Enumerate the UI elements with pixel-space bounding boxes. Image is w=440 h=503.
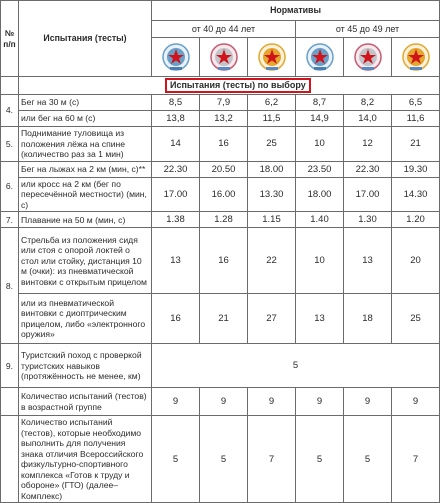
number-column-header: № п/п [1,1,19,77]
bronze-badge-icon [298,42,341,72]
test-name: или из пневматической винтовки с диоптрическим прицелом, либо «электронного оружия» [19,294,152,344]
norm-value: 14,9 [296,110,344,126]
table-row [1,94,440,110]
norm-value: 1.40 [296,212,344,228]
norm-value: 5 [344,416,392,503]
norm-value: 23.50 [296,161,344,177]
norm-value: 16.00 [200,177,248,211]
section-title: Испытания (тесты) по выбору [165,78,311,93]
bronze-badge-icon [154,42,197,72]
test-name: Количество испытаний (тестов), которые необходимо выполнить для получения знака отличия Всероссийского физкультурно-спортивного комплекса «Готов к труду и обороне» (ГТО) (далее–Комплекс) [19,416,152,503]
table-row [1,228,440,294]
row-number: 6. [1,161,19,211]
test-name: Бег на 30 м (с) [19,94,152,110]
norm-value: 7 [248,416,296,503]
norm-value: 11,6 [392,110,440,126]
row-number: 8. [1,228,19,344]
norm-value: 8,7 [296,94,344,110]
norm-value: 22.30 [152,161,200,177]
norm-value: 18.00 [248,161,296,177]
norm-value: 20 [392,228,440,294]
table-row [1,126,440,161]
test-name: Туристский поход с проверкой туристских навыков (протяжённость не менее, км) [19,344,152,388]
table-row [1,416,440,503]
norm-value: 13 [152,228,200,294]
row-number [1,416,19,503]
norm-value: 8,2 [344,94,392,110]
test-name: или кросс на 2 км (бег по пересечённой местности) (мин, с) [19,177,152,211]
table-row [1,294,440,344]
norm-value: 13,8 [152,110,200,126]
test-name: Поднимание туловища из положения лёжа на спине (количество раз за 1 мин) [19,126,152,161]
section-number-cell [1,77,19,95]
norm-value: 9 [344,388,392,416]
row-number: 7. [1,212,19,228]
norm-value: 16 [152,294,200,344]
norm-value: 9 [152,388,200,416]
norm-value: 13 [296,294,344,344]
norm-value: 6,5 [392,94,440,110]
norm-value: 9 [296,388,344,416]
age-group-45-49: от 45 до 49 лет [296,21,440,38]
table-row [1,212,440,228]
norm-value: 5 [296,416,344,503]
section-cell [19,77,440,95]
norm-value: 17.00 [344,177,392,211]
test-name: или бег на 60 м (с) [19,110,152,126]
norm-value: 13,2 [200,110,248,126]
silver-badge-icon [202,42,245,72]
table-row [1,110,440,126]
norm-value: 9 [200,388,248,416]
norm-value: 16 [200,126,248,161]
norm-value: 9 [392,388,440,416]
section-row [1,77,440,95]
test-name: Количество испытаний (тестов) в возрастной группе [19,388,152,416]
norm-value: 20.50 [200,161,248,177]
norm-value: 21 [392,126,440,161]
norm-value: 7 [392,416,440,503]
table-row [1,161,440,177]
test-name: Бег на лыжах на 2 км (мин, с)** [19,161,152,177]
norm-value: 8,5 [152,94,200,110]
header-row-1 [1,1,440,21]
norm-value: 18 [344,294,392,344]
norm-value: 10 [296,228,344,294]
norm-value: 25 [248,126,296,161]
row-number: 4. [1,94,19,126]
norm-value: 1.28 [200,212,248,228]
norm-value: 13 [344,228,392,294]
row-number: 9. [1,344,19,388]
norm-value: 14 [152,126,200,161]
test-name: Плавание на 50 м (мин, с) [19,212,152,228]
norm-value: 9 [248,388,296,416]
norms-header: Нормативы [152,1,440,21]
norm-value: 7,9 [200,94,248,110]
norm-value: 10 [296,126,344,161]
norm-value: 11,5 [248,110,296,126]
norm-value: 5 [152,416,200,503]
gold-badge-icon [250,42,293,72]
norm-value: 21 [200,294,248,344]
silver-badge-icon [346,42,389,72]
norm-value: 25 [392,294,440,344]
norm-value: 1.20 [392,212,440,228]
norm-value: 18.00 [296,177,344,211]
norm-value: 22.30 [344,161,392,177]
norm-value: 19.30 [392,161,440,177]
row-number [1,388,19,416]
norm-value: 14.30 [392,177,440,211]
norm-value: 14,0 [344,110,392,126]
test-name: Стрельба из положения сидя или стоя с опорой локтей о стол или стойку, дистанция 10 м (очки): из пневматической винтовки с открытым прицелом [19,228,152,294]
norm-value: 17.00 [152,177,200,211]
norm-value: 1.15 [248,212,296,228]
tests-column-header: Испытания (тесты) [19,1,152,77]
table-row [1,344,440,388]
norm-value: 1.30 [344,212,392,228]
table-row [1,388,440,416]
norm-value: 5 [152,344,440,388]
norm-value: 27 [248,294,296,344]
norm-value: 6,2 [248,94,296,110]
norm-value: 22 [248,228,296,294]
row-number: 5. [1,126,19,161]
norm-value: 1.38 [152,212,200,228]
norm-value: 13.30 [248,177,296,211]
age-group-40-44: от 40 до 44 лет [152,21,296,38]
norm-value: 5 [200,416,248,503]
gold-badge-icon [394,42,437,72]
table-row [1,177,440,211]
norm-value: 12 [344,126,392,161]
norm-value: 16 [200,228,248,294]
